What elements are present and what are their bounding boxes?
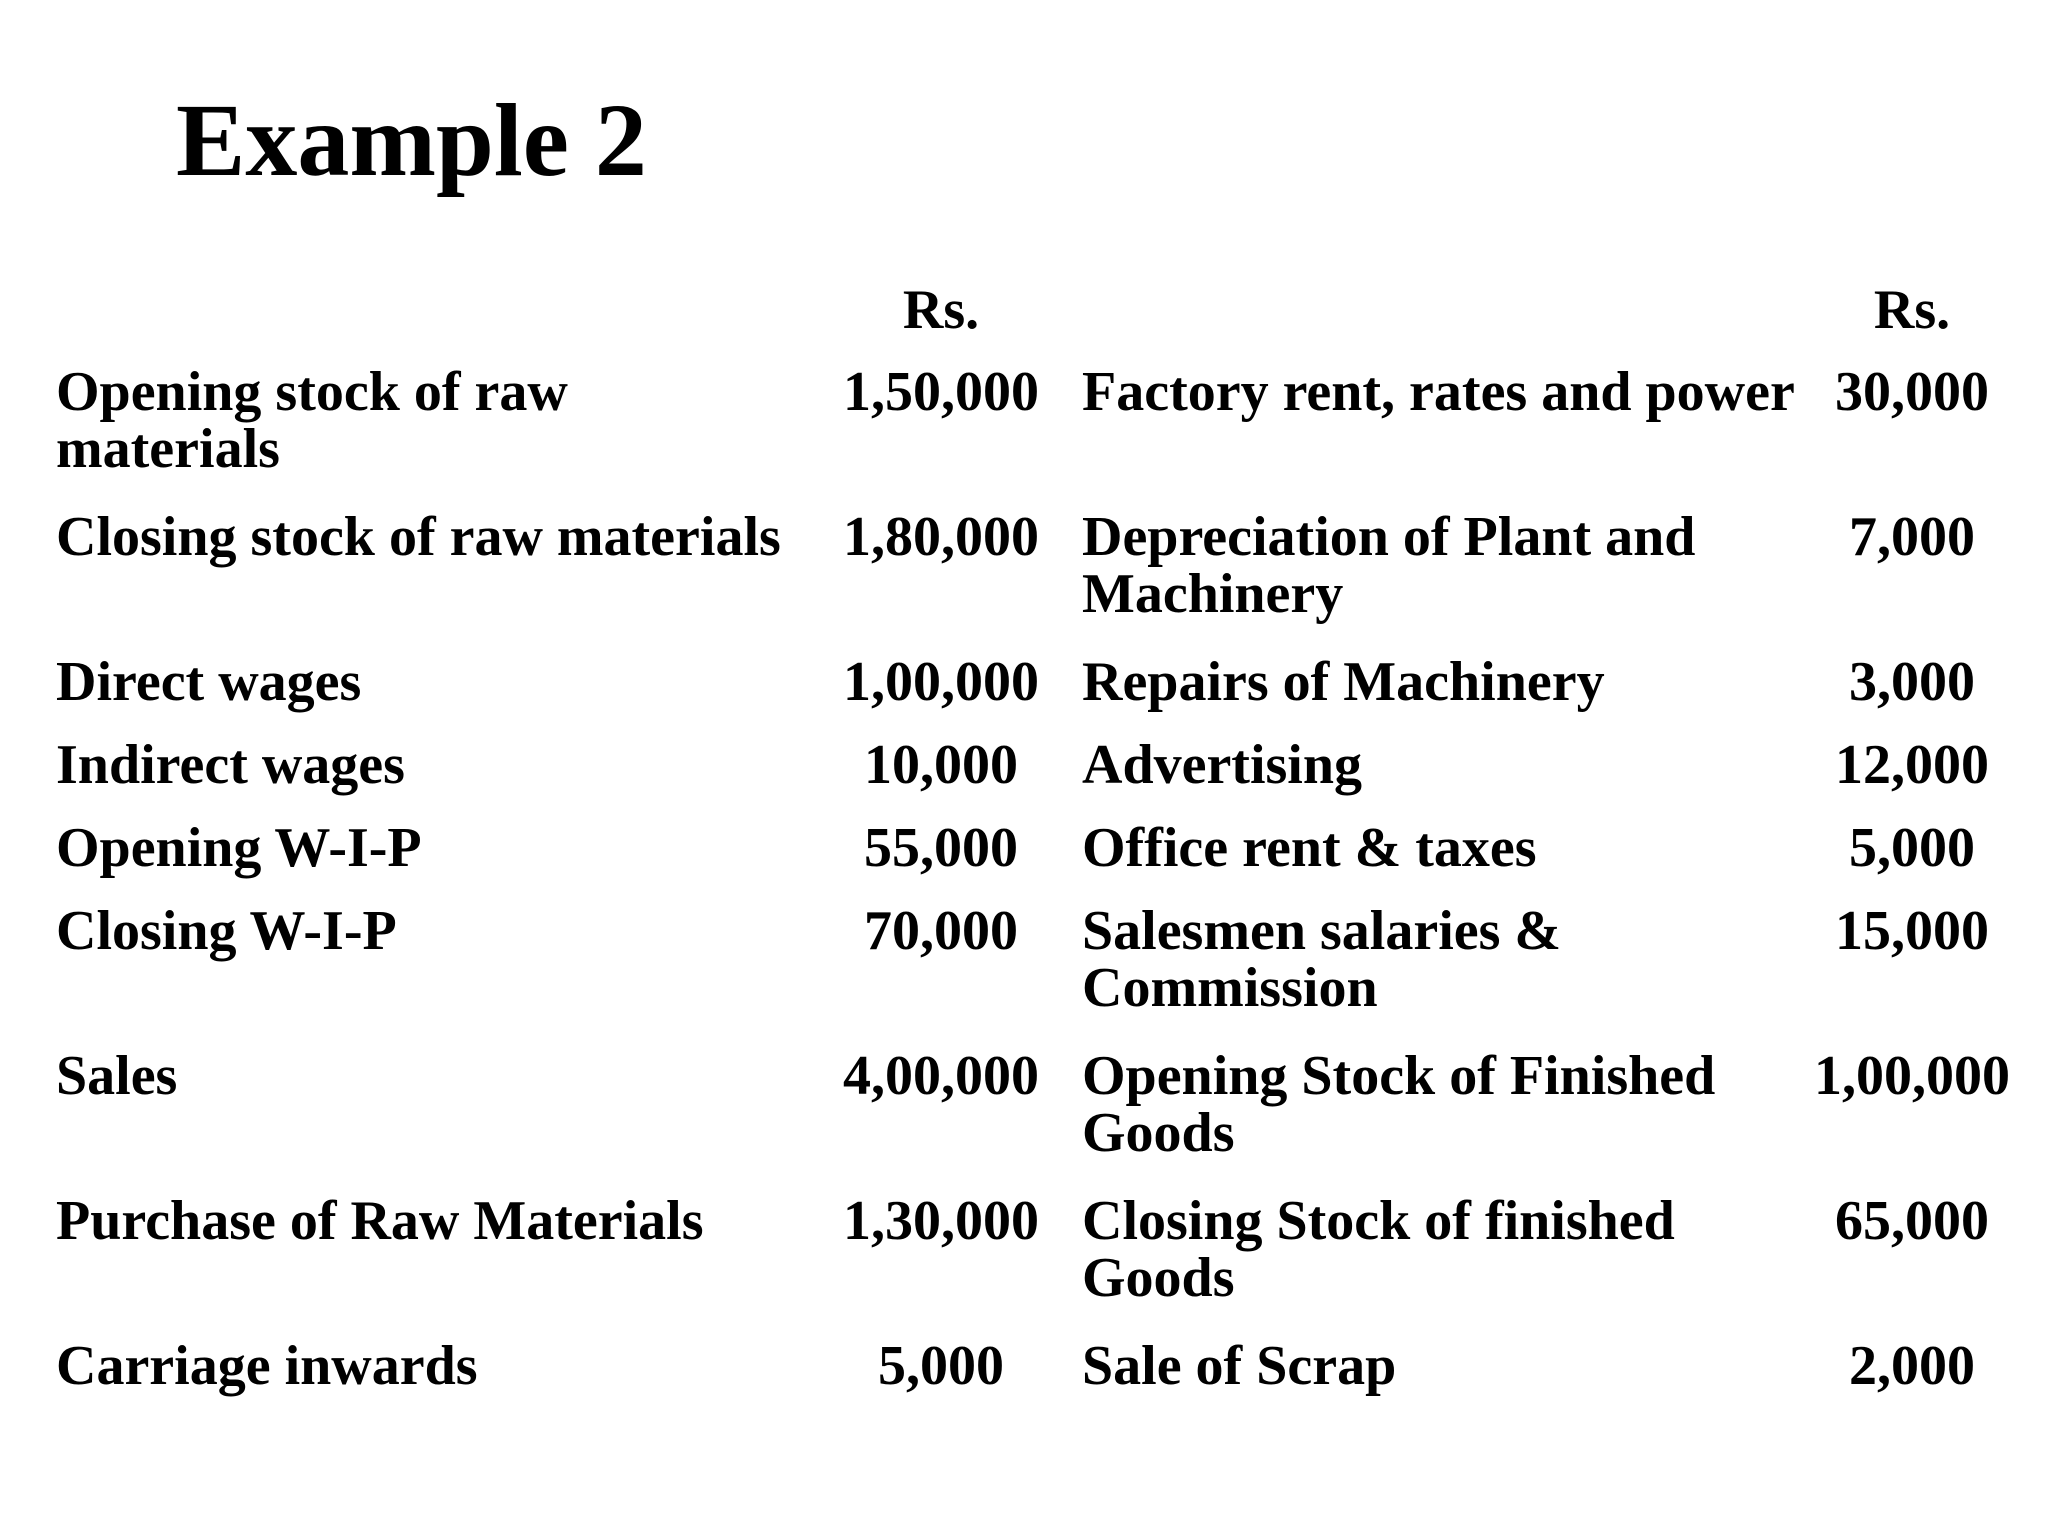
row-right-label: Factory rent, rates and power <box>1082 361 1795 423</box>
row-right-label: Repairs of Machinery <box>1082 651 1605 713</box>
row-right-label: Opening Stock of Finished Goods <box>1082 1045 1716 1164</box>
row-left-label: Indirect wages <box>56 734 405 796</box>
row-right-label: Depreciation of Plant and Machinery <box>1082 506 1696 625</box>
table-row <box>56 364 2012 509</box>
table-row <box>56 903 2012 1048</box>
table-row <box>56 820 2012 903</box>
row-right-amount: 5,000 <box>1849 817 1975 879</box>
currency-header-right: Rs. <box>1873 279 1951 341</box>
cost-data-table <box>56 279 2012 1421</box>
row-right-amount: 7,000 <box>1849 506 1975 568</box>
row-left-label: Purchase of Raw Materials <box>56 1190 704 1252</box>
row-left-amount: 10,000 <box>864 734 1018 796</box>
row-left-label: Carriage inwards <box>56 1335 478 1397</box>
row-right-label: Office rent & taxes <box>1082 817 1537 879</box>
row-right-amount: 2,000 <box>1849 1335 1975 1397</box>
row-right-label: Closing Stock of finished Goods <box>1082 1190 1675 1309</box>
row-left-amount: 1,00,000 <box>843 651 1039 713</box>
row-left-amount: 4,00,000 <box>843 1045 1039 1107</box>
row-left-amount: 1,80,000 <box>843 506 1039 568</box>
row-left-amount: 55,000 <box>864 817 1018 879</box>
row-left-label: Sales <box>56 1045 178 1107</box>
row-left-label: Closing stock of raw materials <box>56 506 781 568</box>
table-row <box>56 509 2012 654</box>
row-left-amount: 1,50,000 <box>843 361 1039 423</box>
table-row <box>56 1193 2012 1338</box>
row-right-amount: 15,000 <box>1835 900 1989 962</box>
row-left-amount: 70,000 <box>864 900 1018 962</box>
row-left-label: Closing W-I-P <box>56 900 397 962</box>
row-left-amount: 5,000 <box>878 1335 1004 1397</box>
header-empty-left <box>56 282 800 364</box>
header-empty-right <box>1082 282 1812 364</box>
row-right-amount: 12,000 <box>1835 734 1989 796</box>
row-right-label: Sale of Scrap <box>1082 1335 1397 1397</box>
row-left-label: Opening W-I-P <box>56 817 422 879</box>
row-right-label: Advertising <box>1082 734 1362 796</box>
row-right-amount: 3,000 <box>1849 651 1975 713</box>
row-right-label: Salesmen salaries & Commission <box>1082 900 1562 1019</box>
currency-header-left: Rs. <box>902 279 980 341</box>
row-left-label: Direct wages <box>56 651 362 713</box>
table-row <box>56 1048 2012 1193</box>
row-left-label: Opening stock of raw materials <box>56 361 568 480</box>
row-right-amount: 30,000 <box>1835 361 1989 423</box>
row-right-amount: 65,000 <box>1835 1190 1989 1252</box>
row-left-amount: 1,30,000 <box>843 1190 1039 1252</box>
table-header-row <box>56 282 2012 364</box>
table-row <box>56 654 2012 737</box>
table-row <box>56 737 2012 820</box>
table-row <box>56 1338 2012 1421</box>
row-right-amount: 1,00,000 <box>1814 1045 2010 1107</box>
page-title: Example 2 <box>176 83 647 198</box>
